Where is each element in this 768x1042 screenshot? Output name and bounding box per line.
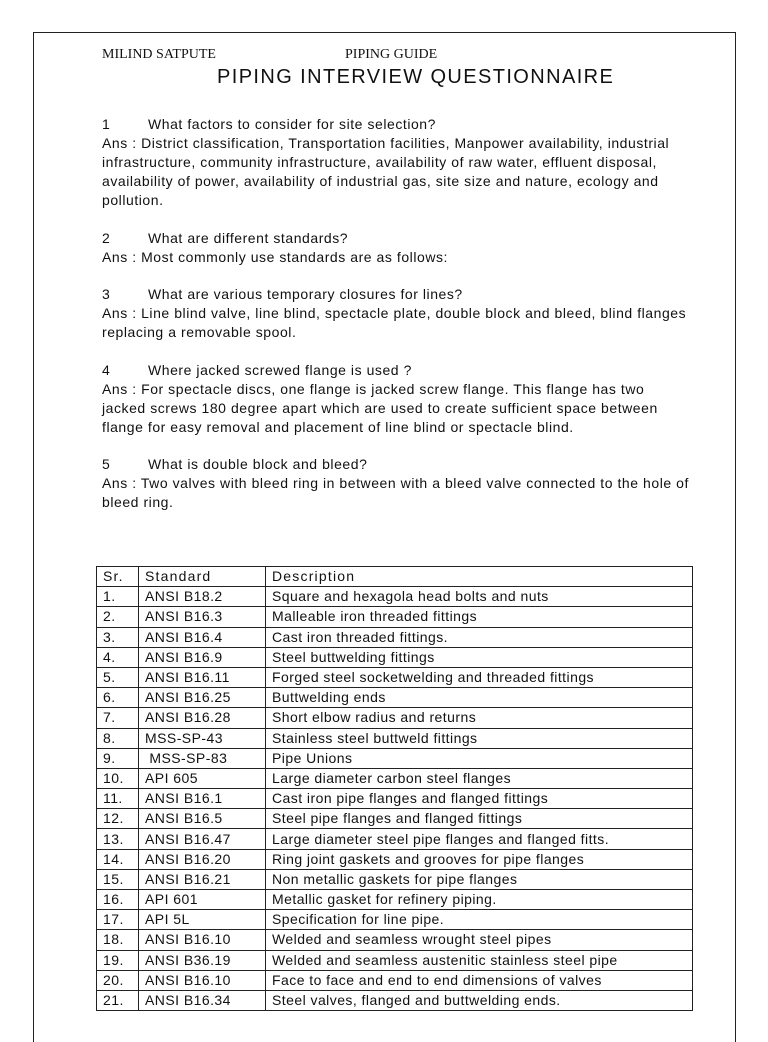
sr-cell: 16.	[97, 890, 139, 910]
question-text: What is double block and bleed?	[148, 456, 368, 472]
sr-cell: 20.	[97, 970, 139, 990]
sr-cell: 21.	[97, 990, 139, 1010]
sr-cell: 11.	[97, 789, 139, 809]
answer-text: District classification, Transportation facilities, Manpower availability, industrial infrastructure, community infrastructure, availability of raw water, effluent disposal, availability of power, availability of industrial gas, site size and nature, ecology and pollution.	[102, 135, 670, 208]
standard-cell: ANSI B16.1	[139, 789, 266, 809]
table-row	[97, 849, 693, 869]
table-row	[97, 950, 693, 970]
qa-item	[102, 115, 692, 210]
qa-item	[102, 455, 692, 512]
standard-cell: ANSI B16.28	[139, 708, 266, 728]
description-cell: Welded and seamless austenitic stainless steel pipe	[266, 950, 693, 970]
question-text: What factors to consider for site selection?	[148, 116, 436, 132]
answer-prefix: Ans :	[102, 380, 142, 397]
description-cell: Large diameter steel pipe flanges and flanged fitts.	[266, 829, 693, 849]
table-row	[97, 688, 693, 708]
document-title: PIPING INTERVIEW QUESTIONNAIRE	[217, 66, 615, 88]
sr-cell: 15.	[97, 869, 139, 889]
sr-cell: 14.	[97, 849, 139, 869]
answer-text: Most commonly use standards are as follows:	[141, 248, 448, 265]
standards-table	[96, 566, 693, 1011]
answer	[102, 134, 692, 210]
standard-cell: ANSI B16.34	[139, 990, 266, 1010]
description-cell: Square and hexagola head bolts and nuts	[266, 587, 693, 607]
question	[102, 229, 692, 248]
question-text: What are various temporary closures for lines?	[148, 286, 463, 302]
standard-cell: ANSI B18.2	[139, 587, 266, 607]
description-cell: Stainless steel buttweld fittings	[266, 728, 693, 748]
sr-cell: 12.	[97, 809, 139, 829]
sr-cell: 9.	[97, 748, 139, 768]
description-cell: Large diameter carbon steel flanges	[266, 768, 693, 788]
description-cell: Steel valves, flanged and buttwelding ends.	[266, 990, 693, 1010]
standard-cell: MSS-SP-83	[139, 748, 266, 768]
standard-cell: ANSI B16.20	[139, 849, 266, 869]
sr-cell: 18.	[97, 930, 139, 950]
sr-cell: 5.	[97, 667, 139, 687]
question-number: 3	[102, 286, 111, 302]
qa-item	[102, 285, 692, 342]
table-row	[97, 869, 693, 889]
table-row	[97, 910, 693, 930]
sr-cell: 8.	[97, 728, 139, 748]
table-row	[97, 748, 693, 768]
table-row	[97, 667, 693, 687]
answer-text: Line blind valve, line blind, spectacle plate, double block and bleed, blind flanges replacing a removable spool.	[102, 305, 687, 340]
standard-cell: API 5L	[139, 910, 266, 930]
author-name: MILIND SATPUTE	[102, 47, 216, 62]
answer	[102, 474, 692, 512]
description-cell: Buttwelding ends	[266, 688, 693, 708]
table-row	[97, 607, 693, 627]
standard-cell: ANSI B16.10	[139, 930, 266, 950]
table-row	[97, 970, 693, 990]
description-cell: Welded and seamless wrought steel pipes	[266, 930, 693, 950]
description-cell: Metallic gasket for refinery piping.	[266, 890, 693, 910]
answer	[102, 248, 692, 267]
description-cell: Ring joint gaskets and grooves for pipe flanges	[266, 849, 693, 869]
table-row	[97, 789, 693, 809]
sr-cell: 6.	[97, 688, 139, 708]
table-row	[97, 829, 693, 849]
guide-name: PIPING GUIDE	[345, 47, 438, 62]
description-cell: Cast iron pipe flanges and flanged fittings	[266, 789, 693, 809]
question	[102, 115, 692, 134]
description-cell: Non metallic gaskets for pipe flanges	[266, 869, 693, 889]
sr-cell: 4.	[97, 647, 139, 667]
running-header	[102, 47, 662, 65]
question-text: Where jacked screwed flange is used ?	[148, 361, 412, 378]
standard-cell: ANSI B16.47	[139, 829, 266, 849]
question	[102, 285, 692, 304]
sr-cell: 10.	[97, 768, 139, 788]
description-cell: Steel buttwelding fittings	[266, 647, 693, 667]
description-cell: Steel pipe flanges and flanged fittings	[266, 809, 693, 829]
sr-cell: 1.	[97, 587, 139, 607]
standard-cell: ANSI B36.19	[139, 950, 266, 970]
question-number: 4	[102, 361, 111, 378]
table-header-row	[97, 567, 693, 587]
sr-cell: 3.	[97, 627, 139, 647]
column-header-standard: Standard	[139, 567, 266, 587]
standard-cell: ANSI B16.9	[139, 647, 266, 667]
table-row	[97, 809, 693, 829]
table-row	[97, 647, 693, 667]
standard-cell: ANSI B16.5	[139, 809, 266, 829]
answer-prefix: Ans :	[102, 475, 141, 491]
standard-cell: ANSI B16.4	[139, 627, 266, 647]
question	[102, 455, 692, 474]
question-number: 5	[102, 456, 111, 472]
table-row	[97, 768, 693, 788]
question-number: 2	[102, 229, 111, 246]
answer	[102, 380, 692, 437]
description-cell: Specification for line pipe.	[266, 910, 693, 930]
answer-text: Two valves with bleed ring in between with a bleed valve connected to the hole of bleed ring.	[102, 475, 689, 510]
question-number: 1	[102, 116, 111, 132]
answer-prefix: Ans :	[102, 305, 142, 321]
qa-item	[102, 229, 692, 267]
description-cell: Forged steel socketwelding and threaded fittings	[266, 667, 693, 687]
answer-text: For spectacle discs, one flange is jacked screw flange. This flange has two jacked screws 180 degree apart which are used to create sufficient space between flange for easy removal and placement of line blind or spectacle blind.	[102, 380, 658, 435]
table-row	[97, 890, 693, 910]
standard-cell: ANSI B16.3	[139, 607, 266, 627]
column-header-description: Description	[266, 567, 693, 587]
question	[102, 361, 692, 380]
table-row	[97, 990, 693, 1010]
sr-cell: 13.	[97, 829, 139, 849]
column-header-sr: Sr.	[97, 567, 139, 587]
standard-cell: API 601	[139, 890, 266, 910]
standard-cell: MSS-SP-43	[139, 728, 266, 748]
description-cell: Pipe Unions	[266, 748, 693, 768]
table-row	[97, 587, 693, 607]
sr-cell: 2.	[97, 607, 139, 627]
description-cell: Cast iron threaded fittings.	[266, 627, 693, 647]
answer-prefix: Ans :	[102, 135, 142, 151]
sr-cell: 17.	[97, 910, 139, 930]
question-text: What are different standards?	[148, 229, 349, 246]
standard-cell: API 605	[139, 768, 266, 788]
table-row	[97, 708, 693, 728]
standard-cell: ANSI B16.21	[139, 869, 266, 889]
sr-cell: 19.	[97, 950, 139, 970]
sr-cell: 7.	[97, 708, 139, 728]
qa-item	[102, 361, 692, 437]
table-row	[97, 930, 693, 950]
description-cell: Malleable iron threaded fittings	[266, 607, 693, 627]
table-row	[97, 728, 693, 748]
standard-cell: ANSI B16.10	[139, 970, 266, 990]
table-row	[97, 627, 693, 647]
description-cell: Short elbow radius and returns	[266, 708, 693, 728]
qa-list	[102, 115, 692, 531]
description-cell: Face to face and end to end dimensions of valves	[266, 970, 693, 990]
standard-cell: ANSI B16.11	[139, 667, 266, 687]
standard-cell: ANSI B16.25	[139, 688, 266, 708]
answer	[102, 304, 692, 342]
answer-prefix: Ans :	[102, 248, 142, 265]
